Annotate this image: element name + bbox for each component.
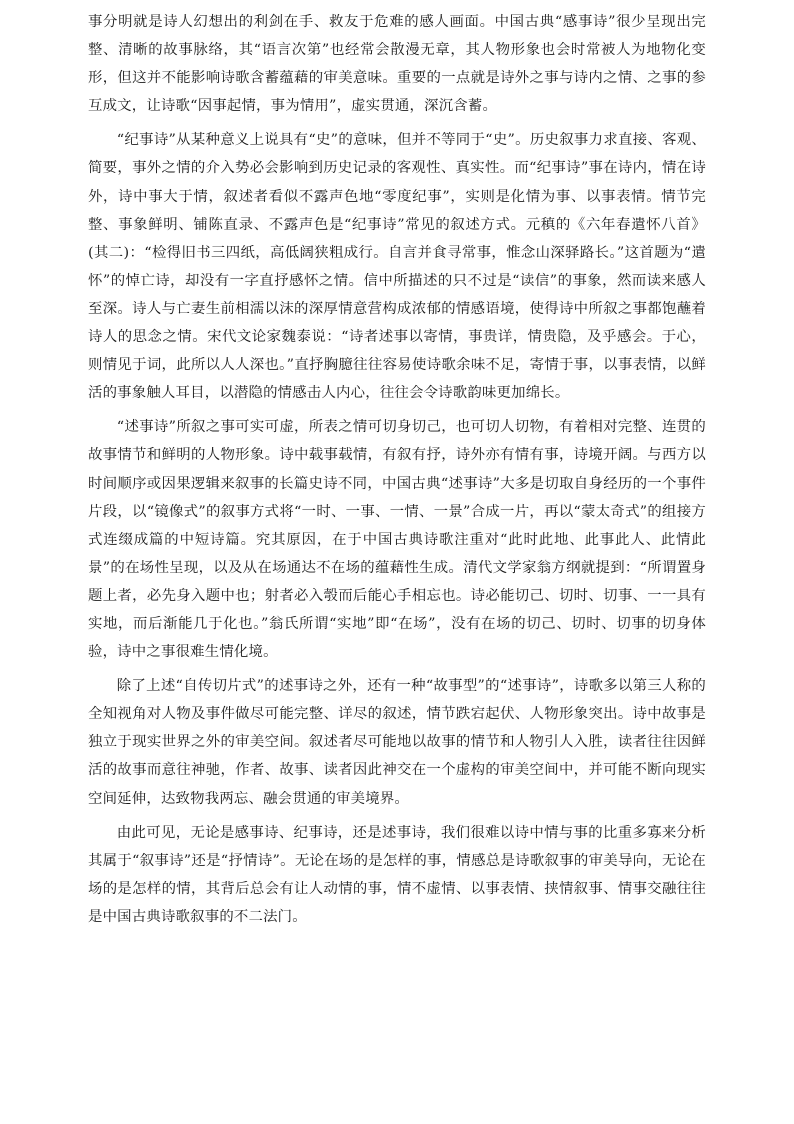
paragraph-4: 除了上述“自传切片式”的述事诗之外，还有一种“故事型”的“述事诗”，诗歌多以第三人称的全知视角对人物及事件做尽可能完整、详尽的叙述，情节跌宕起伏、人物形象突出。诗中故事是独立于现实世界之外的审美空间。叙述者尽可能地以故事的情节和人物引人入胜，读者往往因鲜活的故事而意往神驰，作者、故事、读者因此神交在一个虚构的审美空间中，并可能不断向现实空间延伸，达致物我两忘、融会贯通的审美境界。 xyxy=(88,678,706,807)
article-body xyxy=(88,8,706,937)
paragraph-3: “述事诗”所叙之事可实可虚，所表之情可切身切己，也可切人切物，有着相对完整、连贯的故事情节和鲜明的人物形象。诗中载事载情，有叙有抒，诗外亦有情有事，诗境开阔。与西方以时间顺序或因果逻辑来叙事的长篇史诗不同，中国古典“述事诗”大多是切取自身经历的一个事件片段，以“镜像式”的叙事方式将“一时、一事、一情、一景”合成一片，再以“蒙太奇式”的组接方式连缀成篇的中短诗篇。究其原因，在于中国古典诗歌注重对“此时此地、此事此人、此情此景”的在场性呈现，以及从在场通达不在场的蕴藉性生成。清代文学家翁方纲就提到：“所谓置身题上者，必先身入题中也；射者必入彀而后能心手相忘也。诗必能切己、切时、切事、一一具有实地，而后渐能几于化也。”翁氏所谓“实地”即“在场”，没有在场的切己、切时、切事的切身体验，诗中之事很难生情化境。 xyxy=(88,419,706,661)
paragraph-5: 由此可见，无论是感事诗、纪事诗，还是述事诗，我们很难以诗中情与事的比重多寡来分析其属于“叙事诗”还是“抒情诗”。无论在场的是怎样的事，情感总是诗歌叙事的审美导向，无论在场的是怎样的情，其背后总会有让人动情的事，情不虚情、以事表情、挟情叙事、情事交融往往是中国古典诗歌叙事的不二法门。 xyxy=(88,824,706,925)
paragraph-1: 事分明就是诗人幻想出的利剑在手、救友于危难的感人画面。中国古典“感事诗”很少呈现出完整、清晰的故事脉络，其“语言次第”也经常会散漫无章，其人物形象也会时常被人为地物化变形，但这并不能影响诗歌含蓄蕴藉的审美意味。重要的一点就是诗外之事与诗内之情、之事的参互成文，让诗歌“因事起情，事为情用”，虚实贯通，深沉含蓄。 xyxy=(88,14,706,115)
paragraph-2: “纪事诗”从某种意义上说具有“史”的意味，但并不等同于“史”。历史叙事力求直接、客观、简要，事外之情的介入势必会影响到历史记录的客观性、真实性。而“纪事诗”事在诗内，情在诗外，诗中事大于情，叙述者看似不露声色地“零度纪事”，实则是化情为事、以事表情。情节完整、事象鲜明、铺陈直录、不露声色是“纪事诗”常见的叙述方式。元稹的《六年春遣怀八首》(其二)：“检得旧书三四纸，高低阔狭粗成行。自言并食寻常事，惟念山深驿路长。”这首题为“遣怀”的悼亡诗，却没有一字直抒感怀之情。信中所描述的只不过是“读信”的事象，然而读来感人至深。诗人与亡妻生前相濡以沫的深厚情意营构成浓郁的情感语境，使得诗中所叙之事都饱蘸着诗人的思念之情。宋代文论家魏泰说：“诗者述事以寄情，事贵详，情贵隐，及乎感会。于心，则情见于词，此所以人人深也。”直抒胸臆往往容易使诗歌余味不足，寄情于事，以事表情，以鲜活的事象触人耳目，以潜隐的情感击人内心，往往会令诗歌韵味更加绵长。 xyxy=(88,132,706,402)
